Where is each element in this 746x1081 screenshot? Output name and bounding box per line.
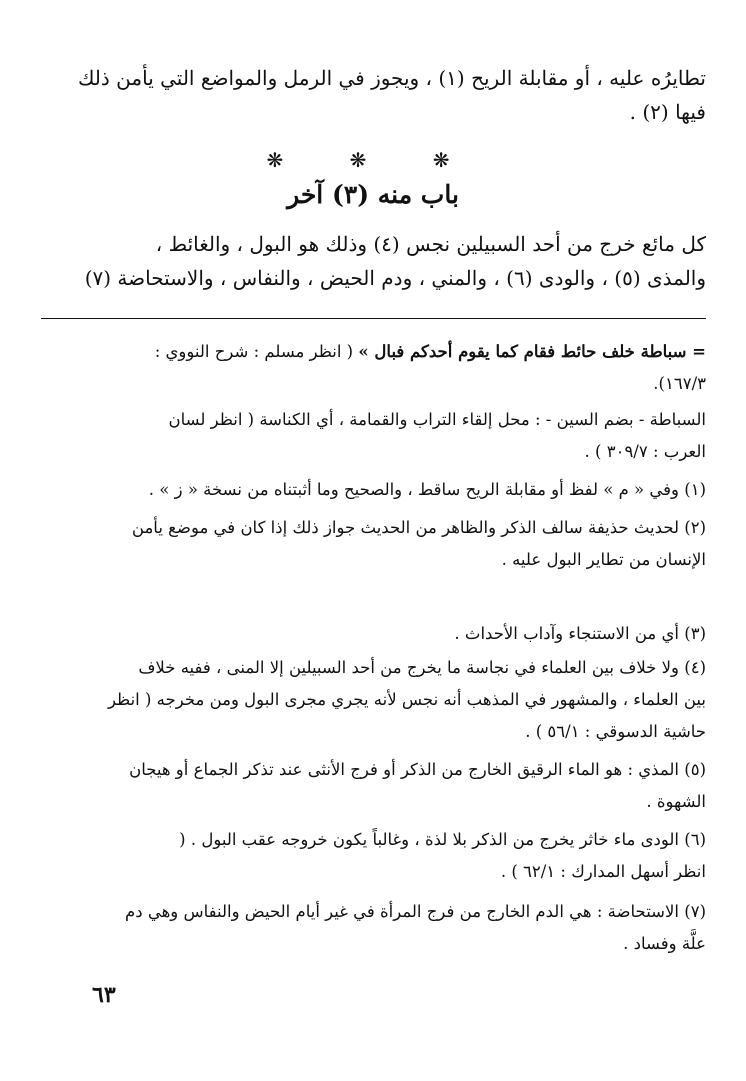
page-number: ٦٣ xyxy=(92,982,116,1008)
chapter-text-line-2: والمذى (٥) ، والودى (٦) ، والمني ، ودم الحيض ، والنفاس ، والاستحاضة (٧) xyxy=(84,266,706,290)
footnote-2-line-1: (٢) لحديث حذيفة سالف الذكر والظاهر من الحديث جواز ذلك إذا كان في موضع يأمن xyxy=(131,518,706,537)
footnote-2-line-2: الإنسان من تطاير البول عليه . xyxy=(501,550,706,569)
footnote-6-line-2: انظر أسهل المدارك : ٦٢/١ ) . xyxy=(500,862,706,881)
hadith-quote: = سباطة خلف حائط فقام كما يقوم أحدكم فبال » xyxy=(358,342,706,361)
footnote-1: (١) وفي « م » لفظ أو مقابلة الريح ساقط ، والصحيح وما أثبتناه من نسخة « ز » . xyxy=(148,480,706,499)
footnote-4-line-2: بين العلماء ، والمشهور في المذهب أنه نجس لأنه يجري مجرى البول ومن مخرجه ( انظر xyxy=(107,690,706,709)
hadith-reference: ( انظر مسلم : شرح النووي : xyxy=(154,342,359,361)
footnote-4-line-1: (٤) ولا خلاف بين العلماء في نجاسة ما يخرج من أحد السبيلين إلا المنى ، ففيه خلاف xyxy=(138,658,706,677)
main-text-line-1: تطايرُه عليه ، أو مقابلة الريح (١) ، ويجوز في الرمل والمواضع التي يأمن ذلك xyxy=(77,66,706,90)
footnote-5-line-2: الشهوة . xyxy=(646,792,706,811)
footnote-5-line-1: (٥) المذي : هو الماء الرقيق الخارج من الذكر أو فرج الأنثى عند تذكر الجماع أو هيجان xyxy=(129,760,706,779)
sibata-note-line-2: العرب : ٣٠٩/٧ ) . xyxy=(584,442,706,461)
chapter-title: باب منه (٣) آخر xyxy=(287,180,459,209)
footnote-7-line-1: (٧) الاستحاضة : هي الدم الخارج من فرج المرأة في غير أيام الحيض والنفاس وهي دم xyxy=(125,902,706,921)
footnote-4-line-3: حاشية الدسوقي : ٥٦/١ ) . xyxy=(525,722,706,741)
footnote-7-line-2: علَّة وفساد . xyxy=(623,934,706,953)
section-separator: ❋ ❋ ❋ xyxy=(266,148,480,172)
main-text-line-2: فيها (٢) . xyxy=(629,100,706,124)
footnote-divider xyxy=(41,318,706,319)
chapter-text-line-1: كل مائع خرج من أحد السبيلين نجس (٤) وذلك هو البول ، والغائط ، xyxy=(155,232,706,256)
sibata-note-line-1: السباطة - بضم السين - : محل إلقاء التراب والقمامة ، أي الكناسة ( انظر لسان xyxy=(168,410,706,429)
footnote-continuation-line-2: ١٦٧/٣). xyxy=(653,374,706,393)
footnote-3: (٣) أي من الاستنجاء وآداب الأحداث . xyxy=(454,624,706,643)
footnote-continuation-line-1 xyxy=(155,342,706,361)
footnote-6-line-1: (٦) الودى ماء خاثر يخرج من الذكر بلا لذة ، وغالباً يكون خروجه عقب البول . ( xyxy=(179,830,706,849)
